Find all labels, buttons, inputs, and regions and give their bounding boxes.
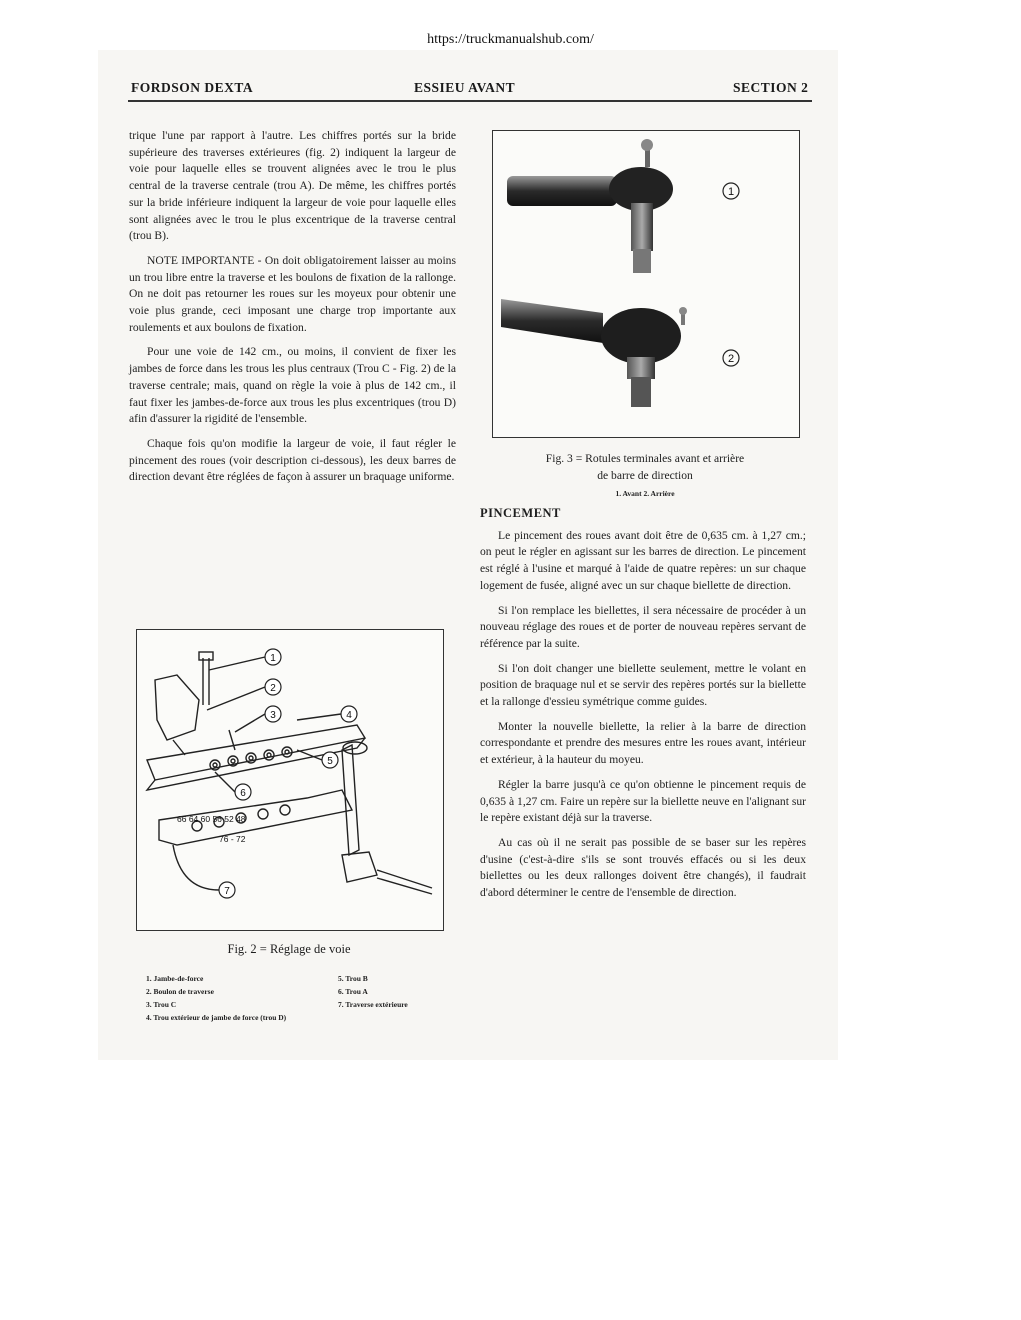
right-paragraph-4: Monter la nouvelle biellette, la relier à la barre de direction correspondante et prendre des mesures entre les roues avant, intérieur et extérieur, à la hauteur du moyeu. [480,719,806,767]
header-rule [128,100,812,102]
fig3-stud-front [631,203,653,251]
header-right: SECTION 2 [733,80,809,95]
fig2-callout-5: 5 [327,756,333,767]
source-url[interactable]: https://truckmanualshub.com/ [427,32,594,47]
fig2-legend-6: 6. Trou A [338,987,368,996]
fig3-callout-2: 2 [727,353,735,365]
fig3-drawing [493,131,799,437]
fig2-legend-1: 1. Jambe-de-force [146,974,204,983]
fig2-callout-6: 6 [240,788,246,799]
fig3-thread-front [633,249,651,273]
fig3-caption-line1: Fig. 3 = Rotules terminales avant et arrière [545,452,745,465]
fig2-callout-3: 3 [270,710,276,721]
fig3-legend: 1. Avant 2. Arrière [615,489,675,498]
fig2-callout-4: 4 [346,710,352,721]
fig2-legend-4: 4. Trou extérieur de jambe de force (trou D) [146,1013,287,1022]
left-paragraph-note: NOTE IMPORTANTE - On doit obligatoirement laisser au moins un trou libre entre la traverse et les boulons de fixation de la rallonge. On ne doit pas retourner les roues sur les moyeux pour obtenir une voie plus grande, ceci imposant une charge trop importante aux roulements et aux boulons de fixation. [129,253,456,334]
fig2-caption: Fig. 2 = Réglage de voie [227,942,351,956]
fig3-rod-front [507,176,617,206]
fig2-kingpin-housing [342,745,359,855]
fig2-drawing-frame [136,629,444,931]
fig2-scale-lower: 76 - 72 [219,834,246,844]
fig2-drawing [137,630,443,930]
fig3-thread-rear [631,377,651,407]
fig2-legend-right [338,972,448,1011]
fig3-stud-rear [627,357,655,379]
pincement-heading: PINCEMENT [480,506,561,520]
right-paragraph-6: Au cas où il ne serait pas possible de se baser sur les repères d'usine (c'est-à-dire s'ils se sont trouvés effacés ou si les deux biellettes ou les deux rallonges doivent être changés), il faudrait d'abord déterminer le centre de l'ensemble de direction. [480,835,806,900]
fig3-rod-rear [501,299,603,343]
header-center: ESSIEU AVANT [414,80,516,95]
left-paragraph-4: Chaque fois qu'on modifie la largeur de voie, il faut régler le pincement des roues (voir description ci-dessous), les deux barres de direction devant être réglées de façon à assurer un braquage uniforme. [129,436,456,484]
fig2-legend-7: 7. Traverse extérieure [338,1000,408,1009]
right-paragraph-5: Régler la barre jusqu'à ce qu'on obtienne le pincement requis de 0,635 à 1,27 cm. Faire un repère sur la biellette neuve en l'alignant sur le repère existant déjà sur la traverse. [480,777,806,825]
fig3-ball-housing-rear [601,308,681,364]
fig3-callout-1: 1 [727,186,735,198]
fig2-callout-2: 2 [270,683,276,694]
fig2-legend-3: 3. Trou C [146,1000,177,1009]
right-paragraph-3: Si l'on doit changer une biellette seulement, mettre le volant en position de braquage nul et se servir des repères portés sur la biellette et la rallonge d'essieu symétrique comme guides. [480,661,806,709]
right-column [480,503,806,910]
left-column [129,128,456,494]
fig2-scale-upper: 66 64 60 56 52 48 [177,814,246,824]
fig3-photo [492,130,800,438]
fig2-radius-arm [155,675,199,740]
left-paragraph-1: trique l'une par rapport à l'autre. Les chiffres portés sur la bride supérieure des traverses extérieures (fig. 2) indiquent la largeur de voie pour laquelle elles se trouvent alignées avec le trou le plus central de la traverse centrale (trou A). De même, les chiffres portés sur la bride inférieure indiquent la largeur de voie pour laquelle elles sont alignées avec le trou le plus excentrique de la traverse central (trou B). [129,129,456,243]
fig2-callout-7: 7 [224,886,230,897]
fig2-callout-1: 1 [270,653,276,664]
fig3-caption [492,450,798,484]
fig2-legend-left [146,972,336,1024]
fig3-caption-line2: de barre de direction [597,469,693,482]
right-paragraph-2: Si l'on remplace les biellettes, il sera nécessaire de procéder à un nouveau réglage des roues et de porter de nouveau repères servant de référence par la suite. [480,603,806,650]
fig2-legend-5: 5. Trou B [338,974,368,983]
left-paragraph-3: Pour une voie de 142 cm., ou moins, il convient de fixer les jambes de force dans les trous les plus centraux (Trou C - Fig. 2) de la traverse centrale; mais, quand on règle la voie à plus de 142 cm., il faut fixer les jambes-de-force aux trous les plus excentriques (trou D) afin d'assurer la rigidité de l'ensemble. [129,345,456,426]
right-paragraph-1: Le pincement des roues avant doit être de 0,635 cm. à 1,27 cm.; on peut le régler en agissant sur les barres de direction. Le pincement est réglé à l'usine et marqué à l'aide de quatre repères: un sur chaque logement de fusée, aligné avec un sur chaque biellette de direction. [480,528,806,592]
fig2-legend-2: 2. Boulon de traverse [146,987,214,996]
fig3-grease-nipple-front [641,139,653,151]
header-left: FORDSON DEXTA [131,80,254,95]
